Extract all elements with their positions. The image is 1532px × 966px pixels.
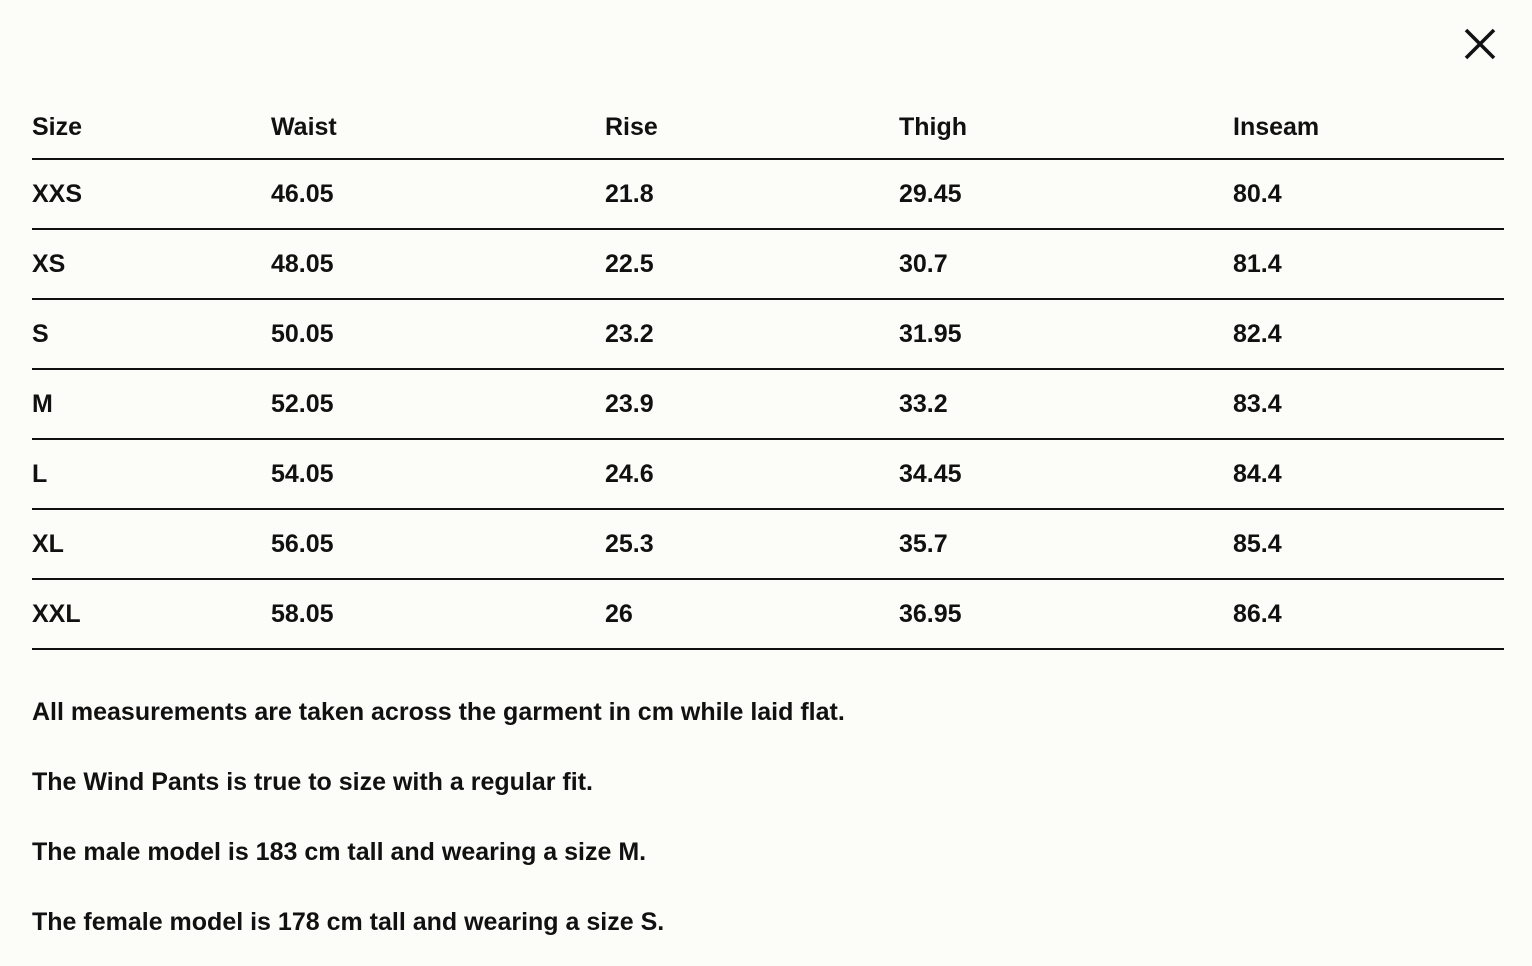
cell-rise: 26 xyxy=(605,600,633,628)
table-header-row xyxy=(32,95,1504,160)
cell-size: XS xyxy=(32,250,66,278)
table-row xyxy=(32,300,1504,370)
cell-thigh: 36.95 xyxy=(899,600,962,628)
cell-inseam: 85.4 xyxy=(1233,530,1282,558)
table-row xyxy=(32,370,1504,440)
close-button[interactable] xyxy=(1458,22,1502,66)
cell-inseam: 81.4 xyxy=(1233,250,1282,278)
table-row xyxy=(32,440,1504,510)
cell-thigh: 29.45 xyxy=(899,180,962,208)
header-waist: Waist xyxy=(271,113,337,141)
cell-inseam: 82.4 xyxy=(1233,320,1282,348)
fit-notes xyxy=(32,694,1232,966)
note-female-model: The female model is 178 cm tall and wearing a size S. xyxy=(32,908,665,936)
cell-thigh: 35.7 xyxy=(899,530,948,558)
cell-size: XXS xyxy=(32,180,83,208)
cell-thigh: 34.45 xyxy=(899,460,962,488)
cell-size: XL xyxy=(32,530,64,558)
table-row xyxy=(32,580,1504,650)
cell-size: S xyxy=(32,320,49,348)
cell-rise: 22.5 xyxy=(605,250,654,278)
cell-thigh: 33.2 xyxy=(899,390,948,418)
cell-waist: 50.05 xyxy=(271,320,334,348)
header-rise: Rise xyxy=(605,113,658,141)
header-inseam: Inseam xyxy=(1233,113,1320,141)
note-measurements: All measurements are taken across the garment in cm while laid flat. xyxy=(32,698,845,726)
note-male-model: The male model is 183 cm tall and wearing a size M. xyxy=(32,838,647,866)
cell-size: M xyxy=(32,390,53,418)
cell-waist: 56.05 xyxy=(271,530,334,558)
cell-rise: 23.2 xyxy=(605,320,654,348)
close-icon xyxy=(1458,22,1502,66)
cell-rise: 23.9 xyxy=(605,390,654,418)
cell-inseam: 84.4 xyxy=(1233,460,1282,488)
cell-rise: 21.8 xyxy=(605,180,654,208)
cell-waist: 46.05 xyxy=(271,180,334,208)
cell-inseam: 80.4 xyxy=(1233,180,1282,208)
cell-size: XXL xyxy=(32,600,81,628)
header-size: Size xyxy=(32,113,83,141)
cell-waist: 58.05 xyxy=(271,600,334,628)
cell-rise: 24.6 xyxy=(605,460,654,488)
cell-inseam: 86.4 xyxy=(1233,600,1282,628)
table-row xyxy=(32,230,1504,300)
table-row xyxy=(32,510,1504,580)
cell-size: L xyxy=(32,460,48,488)
cell-inseam: 83.4 xyxy=(1233,390,1282,418)
cell-thigh: 30.7 xyxy=(899,250,948,278)
note-fit: The Wind Pants is true to size with a regular fit. xyxy=(32,768,593,796)
cell-waist: 54.05 xyxy=(271,460,334,488)
table-row xyxy=(32,160,1504,230)
cell-thigh: 31.95 xyxy=(899,320,962,348)
cell-waist: 52.05 xyxy=(271,390,334,418)
cell-rise: 25.3 xyxy=(605,530,654,558)
header-thigh: Thigh xyxy=(899,113,968,141)
size-table xyxy=(32,95,1504,650)
cell-waist: 48.05 xyxy=(271,250,334,278)
